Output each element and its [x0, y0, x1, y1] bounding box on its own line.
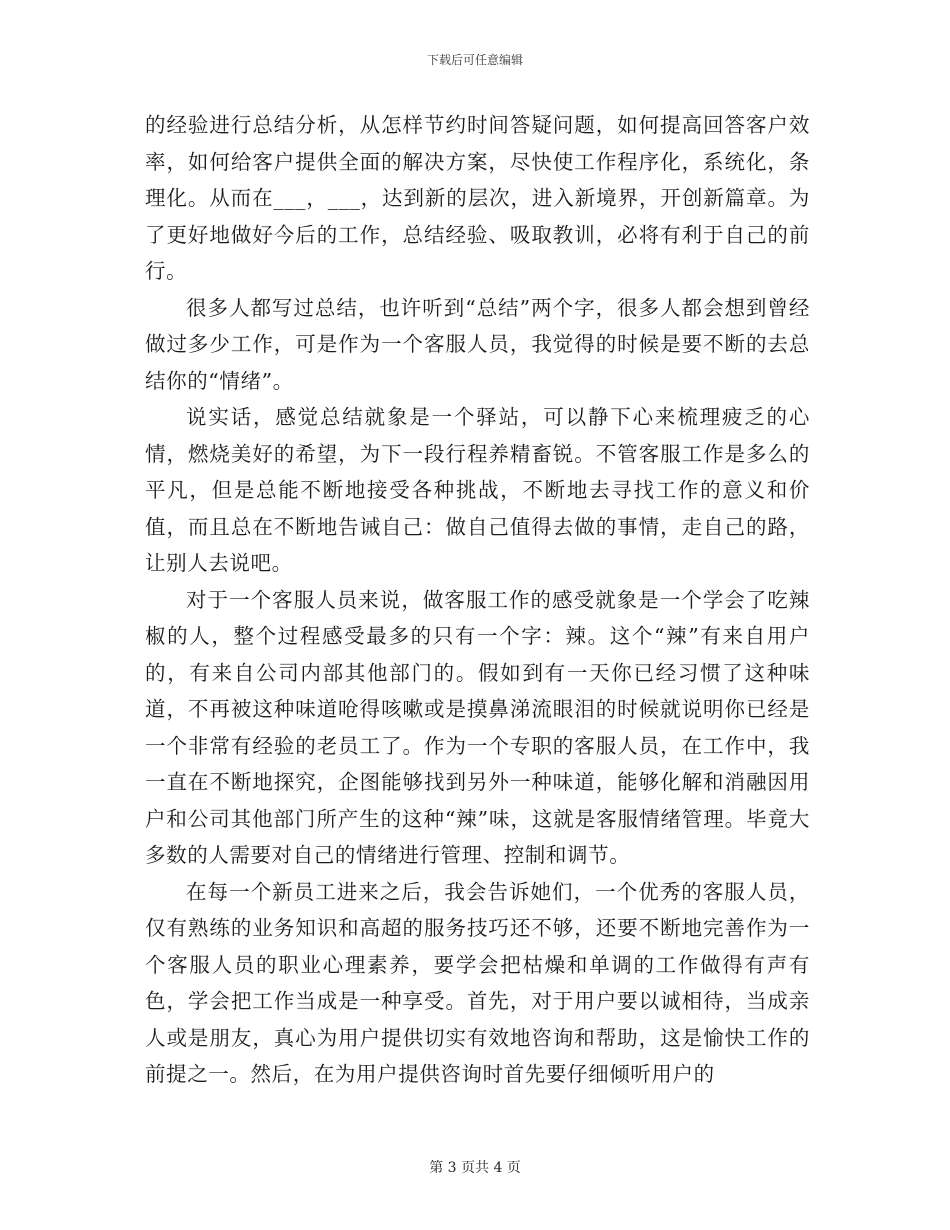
- document-body: [145, 107, 810, 1093]
- page-header: 下载后可任意编辑: [426, 53, 523, 67]
- page-footer: 第 3 页共 4 页: [429, 1160, 521, 1176]
- paragraph: 对于一个客服人员来说，做客服工作的感受就象是一个学会了吃辣椒的人，整个过程感受最多的只有一个字：辣。这个“辣”有来自用户的，有来自公司内部其他部门的。假如到有一天你已经习惯了这种味道，不再被这种味道呛得咳嗽或是摸鼻涕流眼泪的时候就说明你已经是一个非常有经验的老员工了。作为一个专职的客服人员，在工作中，我一直在不断地探究，企图能够找到另外一种味道，能够化解和消融因用户和公司其他部门所产生的这种“辣”味，这就是客服情绪管理。毕竟大多数的人需要对自己的情绪进行管理、控制和调节。: [145, 587, 810, 867]
- paragraph: 在每一个新员工进来之后，我会告诉她们，一个优秀的客服人员，仅有熟练的业务知识和高超的服务技巧还不够，还要不断地完善作为一个客服人员的职业心理素养，要学会把枯燥和单调的工作做得有声有色，学会把工作当成是一种享受。首先，对于用户要以诚相待，当成亲人或是朋友，真心为用户提供切实有效地咨询和帮助，这是愉快工作的前提之一。然后，在为用户提供咨询时首先要仔细倾听用户的: [145, 879, 810, 1086]
- paragraph: 很多人都写过总结，也许听到“总结”两个字，很多人都会想到曾经做过多少工作，可是作为一个客服人员，我觉得的时候是要不断的去总结你的“情绪”。: [145, 295, 810, 393]
- paragraph: 的经验进行总结分析，从怎样节约时间答疑问题，如何提高回答客户效率，如何给客户提供全面的解决方案，尽快使工作程序化，系统化，条理化。从而在___，___，达到新的层次，进入新境界，开创新篇章。为了更好地做好今后的工作，总结经验、吸取教训，必将有利于自己的前行。: [145, 113, 810, 283]
- paragraph: 说实话，感觉总结就象是一个驿站，可以静下心来梳理疲乏的心情，燃烧美好的希望，为下一段行程养精畜锐。不管客服工作是多么的平凡，但是总能不断地接受各种挑战，不断地去寻找工作的意义和价值，而且总在不断地告诫自己：做自己值得去做的事情，走自己的路，让别人去说吧。: [145, 405, 810, 575]
